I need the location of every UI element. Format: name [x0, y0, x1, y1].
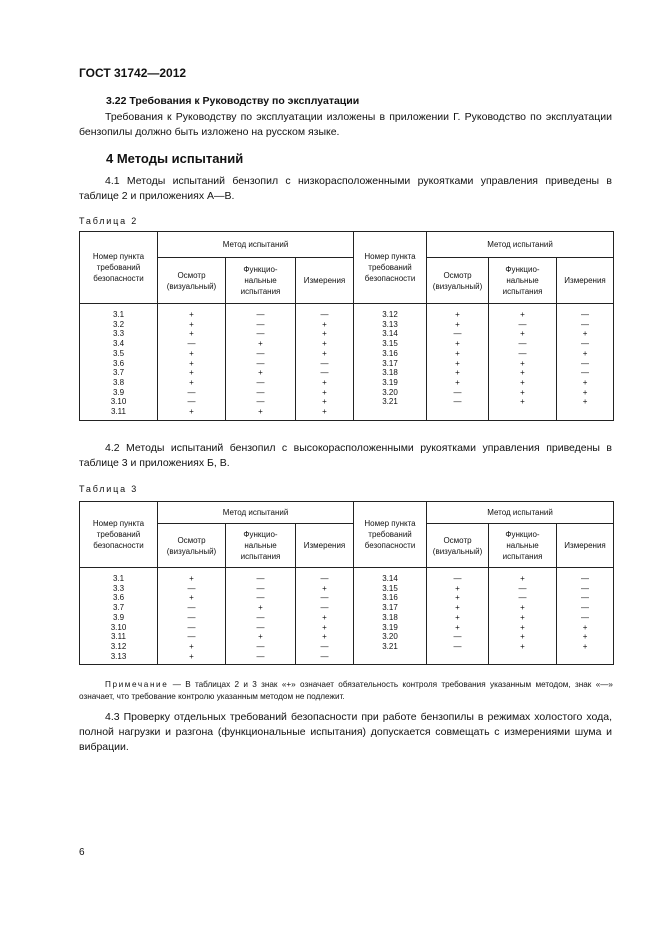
cell-left-visual: +: [158, 407, 226, 420]
cell-left-measure: —: [296, 359, 354, 369]
cell-left-functional: +: [226, 368, 296, 378]
cell-right-functional: —: [489, 584, 557, 594]
cell-right-functional: —: [489, 339, 557, 349]
cell-right-item-no: 3.20: [354, 632, 427, 642]
cell-left-functional: —: [226, 397, 296, 407]
cell-right-visual: +: [427, 584, 489, 594]
cell-right-item-no: 3.12: [354, 304, 427, 320]
cell-left-item-no: 3.11: [80, 632, 158, 642]
cell-left-visual: +: [158, 568, 226, 584]
table-2-header-functional: Функцио-нальные испытания: [226, 258, 296, 304]
cell-left-functional: —: [226, 359, 296, 369]
cell-right-item-no: [354, 407, 427, 420]
table-row: [80, 407, 614, 420]
cell-left-item-no: 3.6: [80, 359, 158, 369]
cell-left-measure: +: [296, 388, 354, 398]
cell-right-visual: +: [427, 359, 489, 369]
cell-left-functional: +: [226, 407, 296, 420]
table-3-header-measure: Измерения: [296, 524, 354, 568]
cell-right-measure: —: [557, 304, 614, 320]
table-row: [80, 368, 614, 378]
table-row: [80, 339, 614, 349]
cell-left-functional: —: [226, 320, 296, 330]
cell-left-item-no: 3.10: [80, 623, 158, 633]
table-2-header-visual-right: Осмотр (визуальный): [427, 258, 489, 304]
table-row: [80, 593, 614, 603]
cell-left-functional: —: [226, 568, 296, 584]
cell-right-measure: +: [557, 397, 614, 407]
cell-right-visual: +: [427, 368, 489, 378]
cell-left-functional: +: [226, 339, 296, 349]
note-text: — В таблицах 2 и 3 знак «+» означает обязательность контроля требования указанным методом, знак «—» означает, что требование контролю указанным методом не подлежит.: [79, 680, 613, 701]
table-row: [80, 349, 614, 359]
cell-left-item-no: 3.5: [80, 349, 158, 359]
cell-right-functional: —: [489, 320, 557, 330]
cell-right-functional: +: [489, 388, 557, 398]
cell-right-functional: +: [489, 378, 557, 388]
table-3-header-functional-right: Функцио-нальные испытания: [489, 524, 557, 568]
cell-left-measure: —: [296, 568, 354, 584]
chapter-4-title: 4 Методы испытаний: [106, 151, 244, 166]
cell-left-measure: +: [296, 320, 354, 330]
table-row: [80, 632, 614, 642]
section-3-22-title: 3.22 Требования к Руководству по эксплуатации: [106, 95, 360, 107]
table-row: [80, 359, 614, 369]
table-row: [80, 329, 614, 339]
cell-left-item-no: 3.12: [80, 642, 158, 652]
table-3-body: [80, 568, 614, 665]
cell-right-functional: +: [489, 603, 557, 613]
cell-right-item-no: 3.18: [354, 368, 427, 378]
table-row: [80, 320, 614, 330]
cell-left-item-no: 3.8: [80, 378, 158, 388]
cell-left-functional: —: [226, 329, 296, 339]
table-row: [80, 652, 614, 665]
cell-left-item-no: 3.9: [80, 388, 158, 398]
cell-left-functional: —: [226, 642, 296, 652]
cell-left-functional: +: [226, 603, 296, 613]
cell-left-item-no: 3.10: [80, 397, 158, 407]
cell-right-measure: —: [557, 568, 614, 584]
cell-left-item-no: 3.1: [80, 304, 158, 320]
cell-left-item-no: 3.11: [80, 407, 158, 420]
cell-right-visual: +: [427, 593, 489, 603]
cell-right-functional: [489, 652, 557, 665]
cell-left-functional: —: [226, 652, 296, 665]
table-2-caption: Таблица 2: [79, 216, 138, 226]
cell-right-item-no: 3.17: [354, 603, 427, 613]
cell-right-visual: +: [427, 623, 489, 633]
cell-left-item-no: 3.13: [80, 652, 158, 665]
cell-right-item-no: 3.15: [354, 339, 427, 349]
cell-right-functional: +: [489, 613, 557, 623]
cell-right-visual: +: [427, 613, 489, 623]
cell-right-item-no: 3.14: [354, 329, 427, 339]
cell-left-visual: —: [158, 613, 226, 623]
cell-left-measure: —: [296, 304, 354, 320]
cell-right-item-no: [354, 652, 427, 665]
cell-left-item-no: 3.6: [80, 593, 158, 603]
note-label: Примечание: [105, 680, 169, 689]
cell-left-measure: +: [296, 623, 354, 633]
table-3-header-functional: Функцио-нальные испытания: [226, 524, 296, 568]
table-row: [80, 568, 614, 584]
cell-left-visual: +: [158, 652, 226, 665]
cell-left-visual: —: [158, 339, 226, 349]
cell-left-functional: —: [226, 584, 296, 594]
table-row: [80, 603, 614, 613]
cell-right-measure: —: [557, 320, 614, 330]
table-row: [80, 584, 614, 594]
table-3-header-visual: Осмотр (визуальный): [158, 524, 226, 568]
cell-left-item-no: 3.9: [80, 613, 158, 623]
cell-right-measure: —: [557, 584, 614, 594]
cell-right-item-no: 3.20: [354, 388, 427, 398]
cell-right-functional: +: [489, 623, 557, 633]
cell-right-measure: —: [557, 593, 614, 603]
table-3-caption: Таблица 3: [79, 484, 138, 494]
cell-left-visual: +: [158, 349, 226, 359]
cell-left-visual: +: [158, 642, 226, 652]
cell-left-measure: +: [296, 349, 354, 359]
cell-left-visual: —: [158, 603, 226, 613]
cell-left-functional: —: [226, 593, 296, 603]
table-2-header-measure-right: Измерения: [557, 258, 614, 304]
cell-right-functional: —: [489, 593, 557, 603]
table-2: [79, 231, 614, 421]
cell-left-item-no: 3.7: [80, 368, 158, 378]
cell-left-measure: —: [296, 652, 354, 665]
cell-right-functional: +: [489, 568, 557, 584]
table-row: [80, 388, 614, 398]
cell-left-measure: —: [296, 603, 354, 613]
cell-right-visual: —: [427, 397, 489, 407]
cell-left-functional: —: [226, 378, 296, 388]
table-3: [79, 501, 614, 665]
table-2-header-measure: Измерения: [296, 258, 354, 304]
cell-right-visual: —: [427, 632, 489, 642]
cell-right-measure: +: [557, 349, 614, 359]
cell-right-visual: —: [427, 329, 489, 339]
cell-left-visual: —: [158, 397, 226, 407]
cell-right-visual: +: [427, 603, 489, 613]
cell-right-functional: +: [489, 632, 557, 642]
cell-left-measure: +: [296, 632, 354, 642]
table-row: [80, 623, 614, 633]
cell-right-visual: [427, 407, 489, 420]
cell-left-measure: —: [296, 642, 354, 652]
cell-left-visual: +: [158, 320, 226, 330]
table-2-header-visual: Осмотр (визуальный): [158, 258, 226, 304]
cell-right-visual: +: [427, 349, 489, 359]
cell-left-item-no: 3.1: [80, 568, 158, 584]
cell-right-item-no: 3.21: [354, 397, 427, 407]
table-2-header-method-right: Метод испытаний: [427, 232, 614, 258]
section-3-22-text: Требования к Руководству по эксплуатации изложены в приложении Г. Руководство по эксплуатации бензопилы должно быть изложено на русском языке.: [79, 111, 612, 138]
cell-right-item-no: 3.16: [354, 593, 427, 603]
cell-left-visual: —: [158, 388, 226, 398]
table-row: [80, 397, 614, 407]
cell-right-functional: +: [489, 304, 557, 320]
cell-right-item-no: 3.21: [354, 642, 427, 652]
cell-right-item-no: 3.19: [354, 623, 427, 633]
standard-header: ГОСТ 31742—2012: [79, 66, 187, 80]
cell-left-item-no: 3.3: [80, 329, 158, 339]
paragraph-4-3: 4.3 Проверку отдельных требований безопасности при работе бензопилы в режимах холостого хода, полной нагрузки и разгона (функциональные испытания) допускается совмещать с измерениями шума и вибрации.: [79, 711, 612, 753]
cell-right-measure: +: [557, 329, 614, 339]
cell-right-measure: —: [557, 613, 614, 623]
cell-right-item-no: 3.18: [354, 613, 427, 623]
cell-left-measure: +: [296, 329, 354, 339]
cell-left-item-no: 3.4: [80, 339, 158, 349]
table-2-header-functional-right: Функцио-нальные испытания: [489, 258, 557, 304]
cell-right-visual: [427, 652, 489, 665]
table-2-body: [80, 304, 614, 421]
cell-right-functional: +: [489, 642, 557, 652]
cell-right-item-no: 3.17: [354, 359, 427, 369]
table-row: [80, 304, 614, 320]
cell-left-measure: +: [296, 584, 354, 594]
paragraph-4-1: 4.1 Методы испытаний бензопил с низкорасположенными рукоятками управления приведены в таблице 2 и приложениях А—В.: [79, 175, 612, 202]
cell-right-functional: —: [489, 349, 557, 359]
cell-left-functional: +: [226, 632, 296, 642]
cell-left-functional: —: [226, 613, 296, 623]
cell-left-visual: +: [158, 329, 226, 339]
table-3-header-measure-right: Измерения: [557, 524, 614, 568]
cell-right-visual: +: [427, 320, 489, 330]
cell-right-functional: +: [489, 329, 557, 339]
table-3-header-visual-right: Осмотр (визуальный): [427, 524, 489, 568]
cell-right-visual: +: [427, 378, 489, 388]
table-2-header-method: Метод испытаний: [158, 232, 354, 258]
cell-left-visual: —: [158, 623, 226, 633]
table-2-header-item-no-right: Номер пункта требований безопасности: [354, 232, 427, 304]
cell-right-visual: —: [427, 642, 489, 652]
cell-right-visual: +: [427, 304, 489, 320]
cell-left-item-no: 3.3: [80, 584, 158, 594]
cell-left-visual: +: [158, 368, 226, 378]
cell-left-functional: —: [226, 349, 296, 359]
paragraph-4-2: 4.2 Методы испытаний бензопил с высокорасположенными рукоятками управления приведены в таблице 3 и приложениях Б, В.: [79, 442, 612, 469]
cell-right-measure: —: [557, 368, 614, 378]
cell-right-visual: —: [427, 388, 489, 398]
cell-right-measure: [557, 407, 614, 420]
cell-left-measure: +: [296, 613, 354, 623]
table-2-header-item-no: Номер пункта требований безопасности: [80, 232, 158, 304]
cell-left-visual: —: [158, 584, 226, 594]
cell-right-item-no: 3.19: [354, 378, 427, 388]
table-3-header-item-no-right: Номер пункта требований безопасности: [354, 502, 427, 568]
cell-right-measure: +: [557, 632, 614, 642]
cell-left-measure: +: [296, 407, 354, 420]
cell-right-measure: +: [557, 378, 614, 388]
cell-left-measure: +: [296, 378, 354, 388]
cell-left-item-no: 3.7: [80, 603, 158, 613]
cell-right-functional: +: [489, 368, 557, 378]
cell-right-functional: [489, 407, 557, 420]
cell-right-visual: —: [427, 568, 489, 584]
cell-left-functional: —: [226, 388, 296, 398]
cell-right-measure: +: [557, 388, 614, 398]
cell-right-visual: +: [427, 339, 489, 349]
cell-left-measure: +: [296, 397, 354, 407]
table-3-header-item-no: Номер пункта требований безопасности: [80, 502, 158, 568]
cell-right-measure: +: [557, 623, 614, 633]
table-3-header-method-right: Метод испытаний: [427, 502, 614, 524]
cell-left-measure: +: [296, 339, 354, 349]
cell-right-item-no: 3.14: [354, 568, 427, 584]
cell-left-visual: +: [158, 304, 226, 320]
cell-right-functional: +: [489, 397, 557, 407]
cell-left-visual: +: [158, 378, 226, 388]
cell-left-visual: +: [158, 359, 226, 369]
cell-left-functional: —: [226, 623, 296, 633]
cell-right-measure: +: [557, 642, 614, 652]
cell-right-measure: —: [557, 603, 614, 613]
cell-right-measure: —: [557, 359, 614, 369]
cell-right-measure: —: [557, 339, 614, 349]
cell-left-visual: —: [158, 632, 226, 642]
table-note: [79, 679, 613, 703]
cell-right-item-no: 3.13: [354, 320, 427, 330]
cell-right-item-no: 3.16: [354, 349, 427, 359]
table-3-header-method: Метод испытаний: [158, 502, 354, 524]
cell-left-functional: —: [226, 304, 296, 320]
cell-right-item-no: 3.15: [354, 584, 427, 594]
page-number: 6: [79, 847, 85, 858]
cell-left-item-no: 3.2: [80, 320, 158, 330]
table-row: [80, 642, 614, 652]
table-row: [80, 613, 614, 623]
cell-left-visual: +: [158, 593, 226, 603]
cell-right-functional: +: [489, 359, 557, 369]
cell-right-measure: [557, 652, 614, 665]
cell-left-measure: —: [296, 593, 354, 603]
table-row: [80, 378, 614, 388]
cell-left-measure: —: [296, 368, 354, 378]
